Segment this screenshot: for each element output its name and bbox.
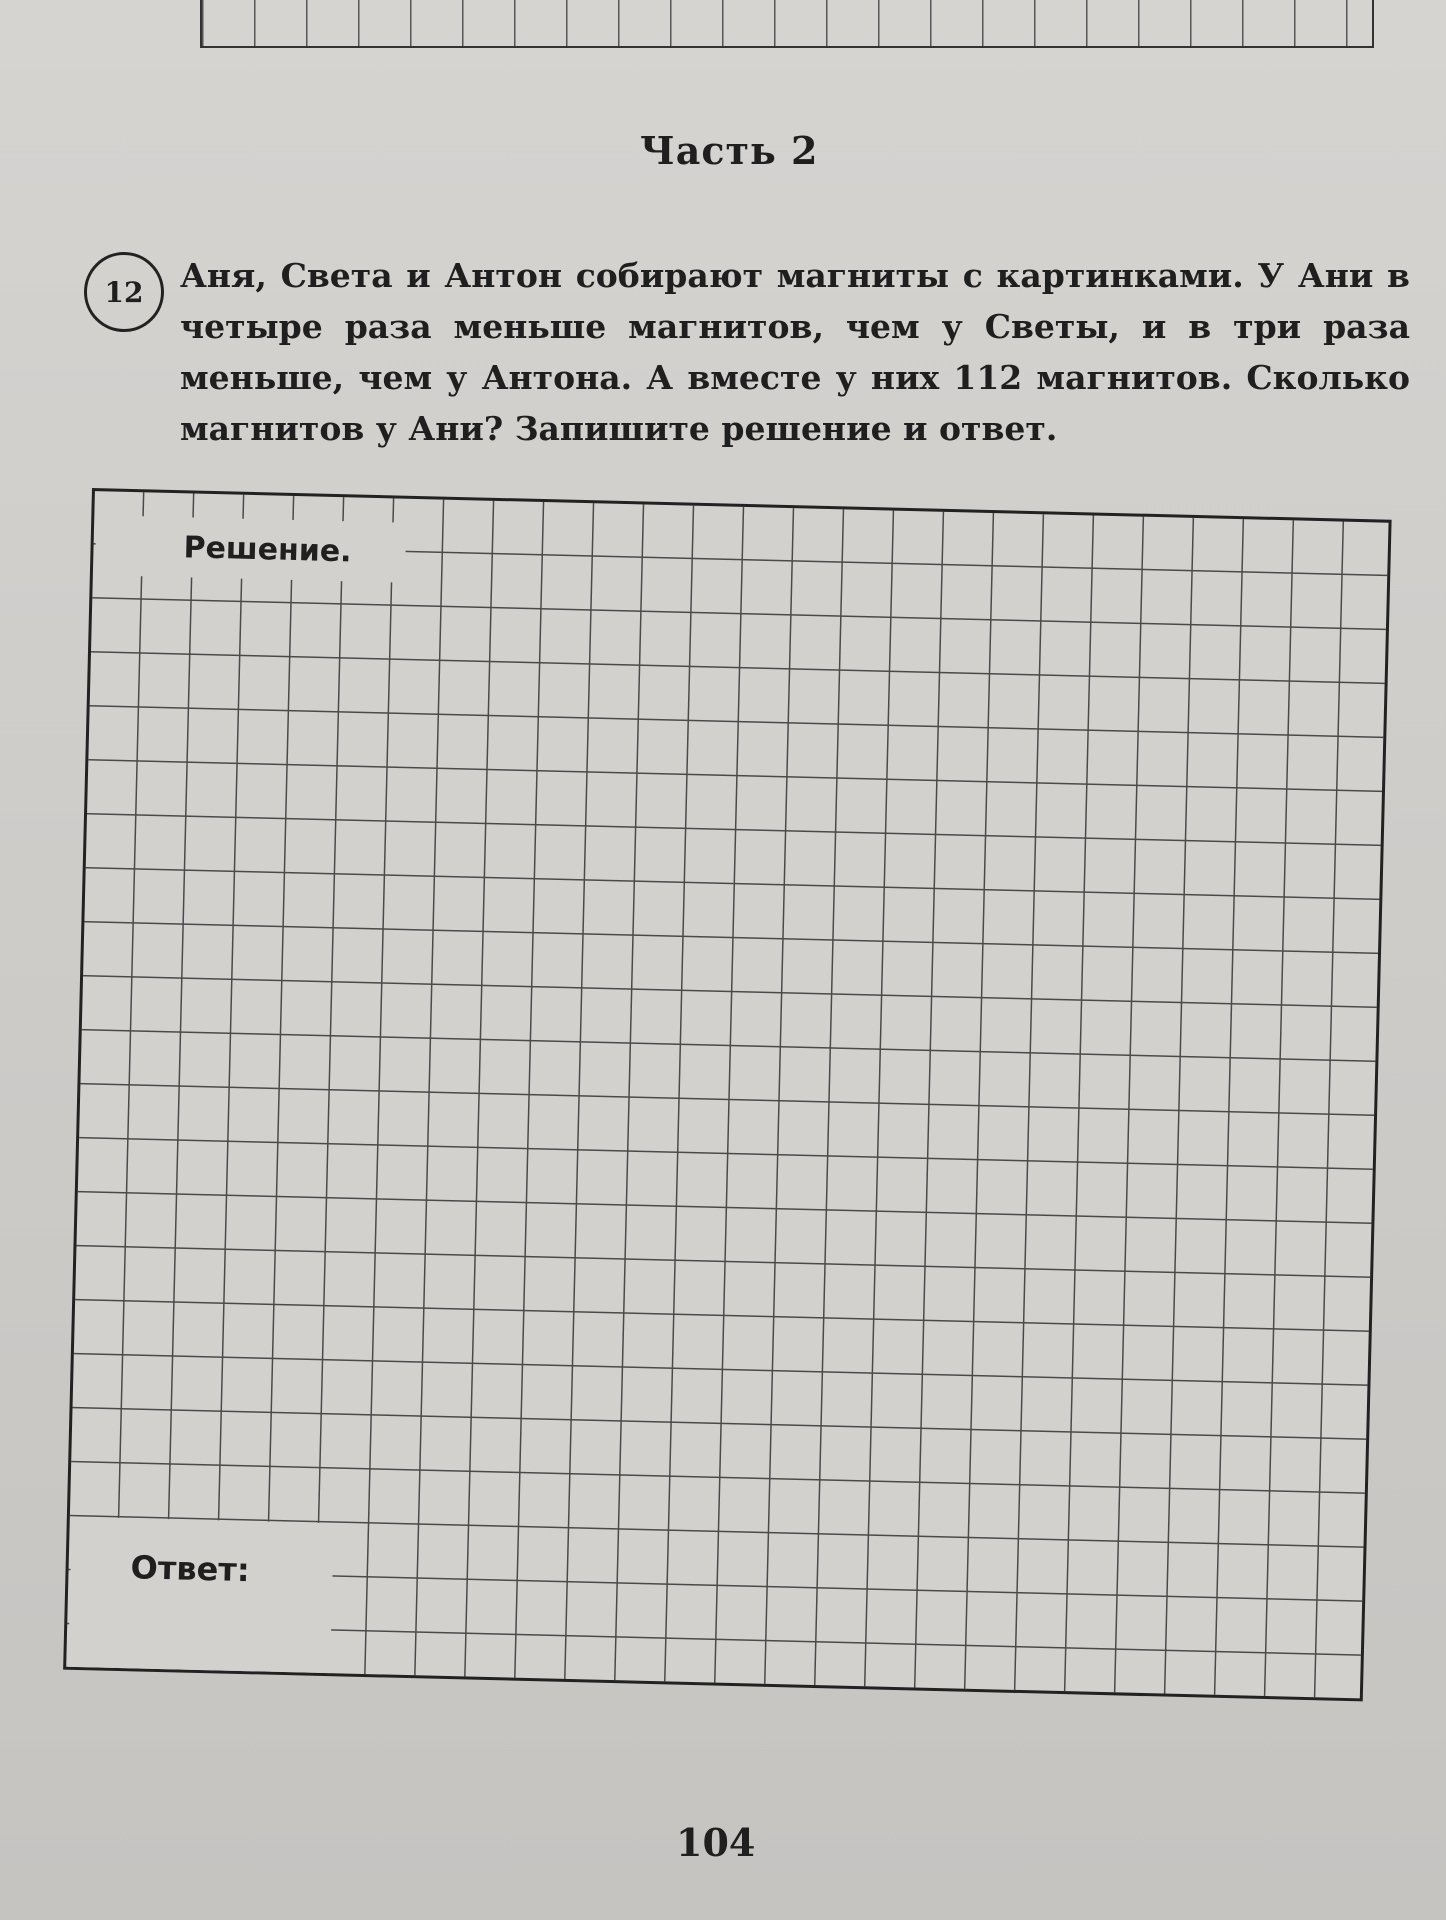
task-text: Аня, Света и Антон собирают магниты с картинками. У Ани в четыре раза меньше магнитов, чем у Светы, и в три раза меньше, чем у Антона. А вместе у них 112 магнитов. Сколько магнитов у Ани? Запишите решение и ответ. bbox=[180, 256, 1410, 448]
answer-label: Ответ: bbox=[68, 1517, 334, 1673]
solution-grid[interactable] bbox=[63, 488, 1391, 1701]
previous-task-grid bbox=[200, 0, 1374, 48]
task-number-badge: 12 bbox=[84, 252, 164, 332]
part-title: Часть 2 bbox=[640, 128, 819, 173]
page-number: 104 bbox=[676, 1820, 756, 1865]
solution-label: Решение. bbox=[95, 515, 406, 583]
